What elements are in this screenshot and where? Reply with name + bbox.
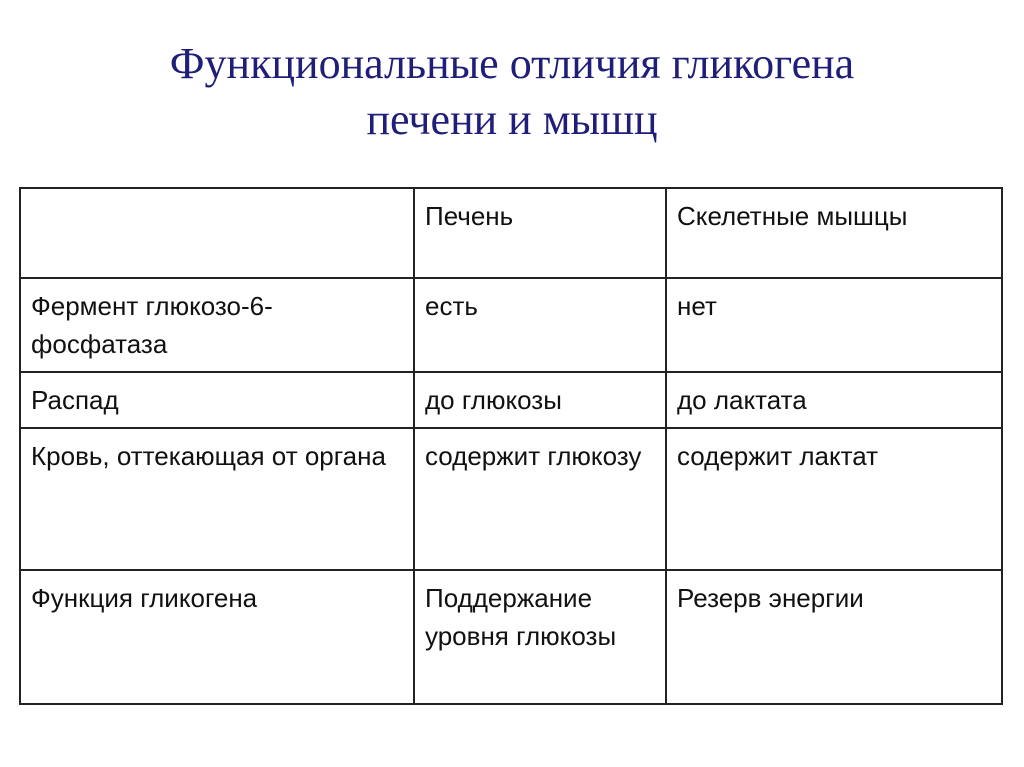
table-row [20, 278, 1002, 372]
row-label: Распад [20, 372, 414, 428]
muscle-cell: до лактата [666, 372, 1002, 428]
slide-title [80, 36, 944, 148]
muscle-cell: нет [666, 278, 1002, 372]
liver-cell: содержит глюкозу [414, 428, 666, 570]
title-line-2: печени и мышц [366, 95, 658, 144]
comparison-table [19, 187, 1003, 705]
row-label: Кровь, оттекающая от органа [20, 428, 414, 570]
liver-cell: Поддержание уровня глюкозы [414, 570, 666, 704]
liver-cell: до глюкозы [414, 372, 666, 428]
table-row [20, 570, 1002, 704]
header-cell-empty [20, 188, 414, 278]
muscle-cell: Резерв энергии [666, 570, 1002, 704]
table-header-row [20, 188, 1002, 278]
row-label: Функция гликогена [20, 570, 414, 704]
table-row [20, 428, 1002, 570]
header-cell-muscles: Скелетные мышцы [666, 188, 1002, 278]
muscle-cell: содержит лактат [666, 428, 1002, 570]
row-label: Фермент глюкозо-6-фосфатаза [20, 278, 414, 372]
table-row [20, 372, 1002, 428]
liver-cell: есть [414, 278, 666, 372]
title-line-1: Функциональные отличия гликогена [169, 39, 855, 88]
header-cell-liver: Печень [414, 188, 666, 278]
